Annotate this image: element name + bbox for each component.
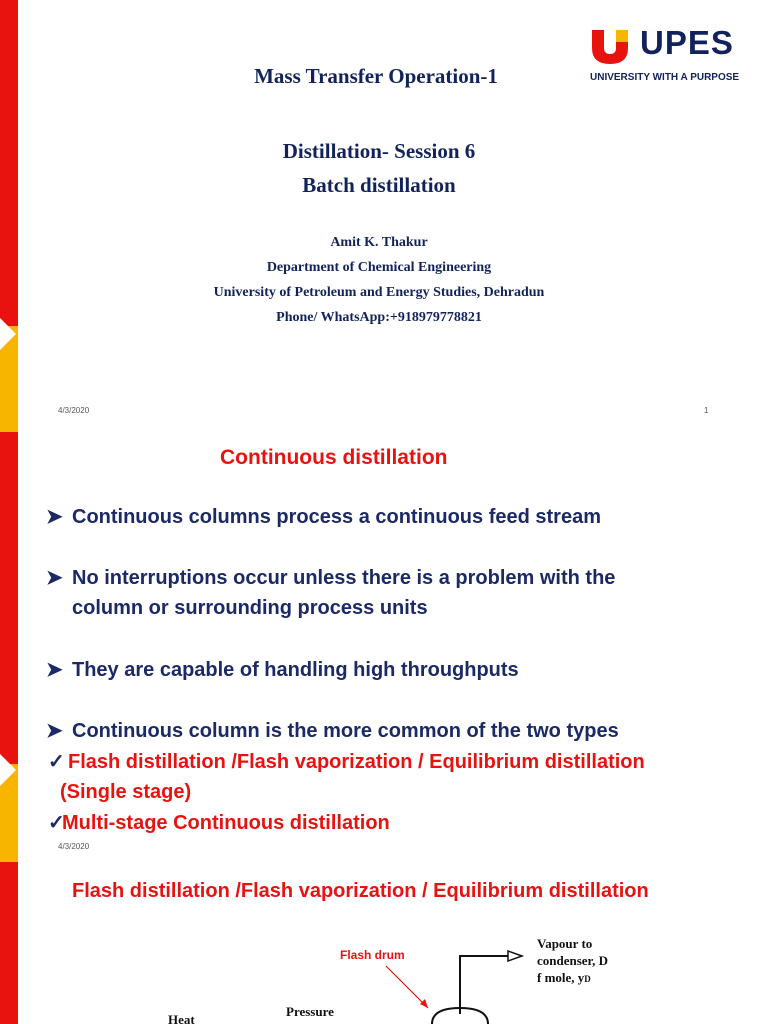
continuous-distillation-slide xyxy=(0,432,768,862)
bullet-item: ➤ Continuous columns process a continuous feed stream xyxy=(46,502,601,532)
check-continuation: (Single stage) xyxy=(60,781,192,803)
arrow-bullet-icon: ➤ xyxy=(46,720,63,742)
course-title: Mass Transfer Operation-1 xyxy=(254,64,498,88)
bullet-item: ➤ No interruptions occur unless there is a problem with the xyxy=(46,563,615,593)
bullet-continuation: column or surrounding process units xyxy=(72,597,428,619)
bullet-item: ➤ They are capable of handling high throughputs xyxy=(46,655,519,685)
check-mark-icon: ✓ xyxy=(48,812,65,834)
bullet-item: ➤ Continuous column is the more common of the two types xyxy=(46,716,619,746)
upes-logo-text: UPES xyxy=(640,24,734,61)
upes-logo-tagline: UNIVERSITY WITH A PURPOSE xyxy=(590,72,740,83)
vapour-arrow-icon xyxy=(508,951,522,961)
arrow-bullet-icon: ➤ xyxy=(46,567,63,589)
arrow-bullet-icon: ➤ xyxy=(46,506,63,528)
slide-date: 4/3/2020 xyxy=(58,406,90,415)
topic-title: Batch distillation xyxy=(302,173,456,197)
check-item: ✓ Flash distillation /Flash vaporization / Equilibrium distillation xyxy=(48,747,645,777)
department: Department of Chemical Engineering xyxy=(266,260,492,275)
flash-drum-label: Flash drum xyxy=(340,948,405,962)
flash-drum-pointer-head xyxy=(420,999,428,1008)
vapour-line xyxy=(460,956,516,1014)
vapour-label-line3: f mole, yD xyxy=(537,970,591,985)
slide-title: Continuous distillation xyxy=(220,446,448,469)
brand-side-bar xyxy=(0,432,18,862)
flash-drum-pointer xyxy=(386,966,428,1008)
side-bar-notch xyxy=(0,754,16,786)
author-name: Amit K. Thakur xyxy=(330,235,428,250)
heat-label: Heat xyxy=(168,1012,195,1024)
title-slide xyxy=(0,0,768,432)
vapour-label-line1: Vapour to xyxy=(537,936,593,951)
slide-date: 4/3/2020 xyxy=(58,842,90,851)
check-mark-icon: ✓ xyxy=(48,751,65,773)
slide-number: 1 xyxy=(704,406,709,415)
vapour-label-line2: condenser, D xyxy=(537,953,609,968)
slide-title: Flash distillation /Flash vaporization / Equilibrium distillation xyxy=(72,880,649,902)
arrow-bullet-icon: ➤ xyxy=(46,659,63,681)
university: University of Petroleum and Energy Studies, Dehradun xyxy=(213,285,545,300)
session-title: Distillation- Session 6 xyxy=(282,139,476,163)
upes-logo-mark-icon xyxy=(590,26,630,66)
flash-distillation-slide xyxy=(0,862,768,1024)
check-item: ✓Multi-stage Continuous distillation xyxy=(48,808,390,838)
flash-drum-diagram xyxy=(0,862,768,1024)
phone: Phone/ WhatsApp:+918979778821 xyxy=(276,310,482,325)
pressure-label: Pressure xyxy=(286,1004,334,1019)
